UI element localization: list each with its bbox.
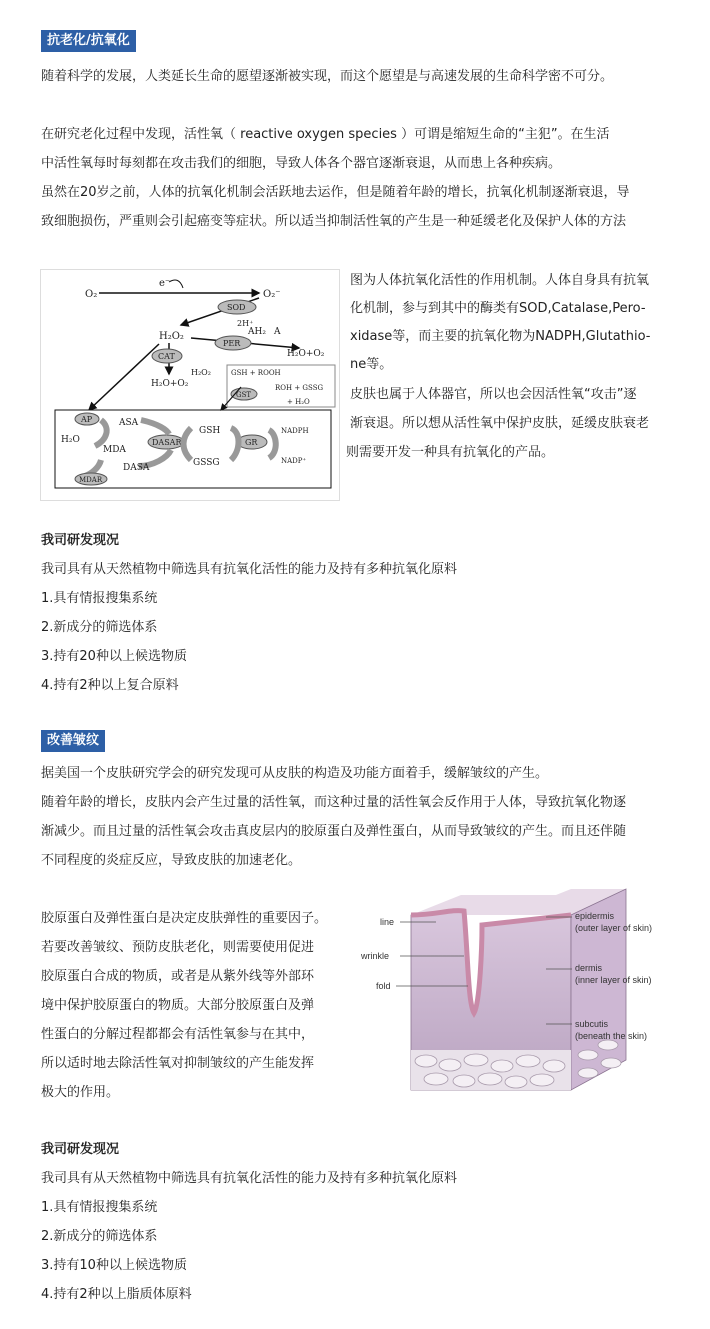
- ah2-label: AH₂: [248, 327, 266, 337]
- line-label: line: [380, 917, 395, 927]
- figure-caption-line: 则需要开发一种具有抗氧化的产品。: [346, 445, 555, 460]
- research-item: 1.具有情报搜集系统: [41, 1200, 158, 1215]
- skin-text-line: 所以适时地去除活性氧对抑制皱纹的产生能发挥: [41, 1056, 315, 1071]
- research-item: 我司具有从天然植物中筛选具有抗氧化活性的能力及持有多种抗氧化原料: [41, 562, 458, 577]
- a-label: A: [274, 327, 281, 337]
- gsh-rooh-label: GSH + ROOH: [231, 369, 281, 377]
- skin-cross-section: [356, 885, 676, 1100]
- wrinkle-label: wrinkle: [361, 951, 390, 961]
- paragraph-line: 在研究老化过程中发现，活性氧（ reactive oxygen species ）可谓是缩短生命的“主犯”。在生活: [41, 127, 610, 142]
- h2o-o2-left-label: H₂O+O₂: [151, 379, 189, 389]
- asa-label: ASA: [119, 418, 139, 428]
- figure-caption-line: ne等。: [350, 357, 393, 372]
- figure-caption-line: 化机制，参与到其中的酶类有SOD,Catalase,Pero-: [350, 301, 646, 316]
- antioxidant-mechanism-figure: [40, 269, 340, 501]
- epidermis-label: epidermis: [575, 911, 615, 921]
- sod-label: SOD: [227, 303, 246, 312]
- dasar-label: DASAR: [152, 438, 182, 447]
- h2o-o2-right-label: H₂O+O₂: [287, 349, 325, 359]
- figure-caption-line: 皮肤也属于人体器官，所以也会因活性氧“攻击”逐: [350, 387, 637, 402]
- gr-label: GR: [245, 438, 258, 447]
- mdar-label: MDAR: [79, 476, 103, 484]
- antioxidant-diagram: [41, 270, 339, 500]
- o2-label: O₂: [85, 289, 98, 300]
- research-heading: 我司研发现况: [41, 1142, 120, 1157]
- research-item: 3.持有10种以上候选物质: [41, 1258, 187, 1273]
- mda-label: MDA: [103, 445, 126, 455]
- research-heading: 我司研发现况: [41, 533, 120, 548]
- nadp-label: NADP⁺: [281, 457, 307, 465]
- research-item: 2.新成分的筛选体系: [41, 620, 158, 635]
- research-item: 2.新成分的筛选体系: [41, 1229, 158, 1244]
- h2o-label: H₂O: [61, 435, 80, 445]
- skin-text-line: 胶原蛋白及弹性蛋白是决定皮肤弹性的重要因子。: [41, 911, 328, 926]
- intro-text: 随着科学的发展，人类延长生命的愿望逐渐被实现，而这个愿望是与高速发展的生命科学密不可分。: [41, 69, 614, 84]
- research-item: 1.具有情报搜集系统: [41, 591, 158, 606]
- paragraph-line: 虽然在20岁之前，人体的抗氧化机制会活跃地去运作，但是随着年龄的增长，抗氧化机制逐渐衰退，导: [41, 185, 630, 200]
- gst-label: GST: [236, 391, 252, 399]
- research-item: 3.持有20种以上候选物质: [41, 649, 187, 664]
- paragraph-line: 渐减少。而且过量的活性氧会攻击真皮层内的胶原蛋白及弹性蛋白，从而导致皱纹的产生。而且还伴随: [41, 824, 627, 839]
- skin-text-line: 胶原蛋白合成的物质，或者是从紫外线等外部环: [41, 969, 315, 984]
- research-item: 4.持有2种以上脂质体原料: [41, 1287, 192, 1302]
- skin-diagram-figure: [356, 885, 676, 1100]
- epidermis-sub-label: (outer layer of skin): [575, 923, 653, 933]
- section-tag-antiaging: 抗老化/抗氧化: [41, 30, 136, 52]
- research-item: 4.持有2种以上复合原料: [41, 678, 179, 693]
- research-item: 我司具有从天然植物中筛选具有抗氧化活性的能力及持有多种抗氧化原料: [41, 1171, 458, 1186]
- dermis-sub-label: (inner layer of skin): [575, 975, 652, 985]
- paragraph-line: 据美国一个皮肤研究学会的研究发现可从皮肤的构造及功能方面着手，缓解皱纹的产生。: [41, 766, 549, 781]
- dasa-label: DASA: [123, 463, 150, 473]
- figure-caption-line: xidase等，而主要的抗氧化物为NADPH,Glutathio-: [350, 329, 651, 344]
- h2o-small-label: + H₂O: [287, 398, 310, 406]
- dermis-label: dermis: [575, 963, 603, 973]
- fold-label: fold: [376, 981, 391, 991]
- o2-radical-label: O₂⁻: [263, 289, 281, 300]
- h2o2-label: H₂O₂: [159, 331, 184, 342]
- section-tag-wrinkle: 改善皱纹: [41, 730, 105, 752]
- skin-text-line: 若要改善皱纹、预防皮肤老化，则需要使用促进: [41, 940, 315, 955]
- nadph-label: NADPH: [281, 427, 309, 435]
- paragraph-line: 不同程度的炎症反应，导致皮肤的加速老化。: [41, 853, 302, 868]
- h2o2-b-label: H₂O₂: [191, 368, 211, 377]
- subcutis-label: subcutis: [575, 1019, 609, 1029]
- gssg-label: GSSG: [193, 458, 220, 468]
- skin-text-line: 极大的作用。: [41, 1085, 120, 1100]
- per-label: PER: [223, 339, 241, 348]
- roh-gssg-label: ROH + GSSG: [275, 384, 324, 392]
- ap-label: AP: [81, 415, 93, 424]
- paragraph-line: 中活性氧每时每刻都在攻击我们的细胞，导致人体各个器官逐渐衰退，从而患上各种疾病。: [41, 156, 562, 171]
- skin-text-line: 境中保护胶原蛋白的物质。大部分胶原蛋白及弹: [41, 998, 315, 1013]
- electron-label: e⁻: [159, 278, 171, 289]
- gsh-label: GSH: [199, 426, 221, 436]
- figure-caption-line: 图为人体抗氧化活性的作用机制。人体自身具有抗氧: [350, 273, 650, 288]
- subcutis-sub-label: (beneath the skin): [575, 1031, 648, 1041]
- paragraph-line: 致细胞损伤，严重则会引起癌变等症状。所以适当抑制活性氧的产生是一种延缓老化及保护人体的方法: [41, 214, 627, 229]
- figure-caption-line: 渐衰退。所以想从活性氧中保护皮肤，延缓皮肤衰老: [350, 416, 650, 431]
- skin-text-line: 性蛋白的分解过程都都会有活性氧参与在其中，: [41, 1027, 315, 1042]
- cat-label: CAT: [158, 352, 175, 361]
- paragraph-line: 随着年龄的增长，皮肤内会产生过量的活性氧，而这种过量的活性氧会反作用于人体，导致抗氧化物逐: [41, 795, 627, 810]
- two-h-label: 2H⁺: [237, 319, 254, 328]
